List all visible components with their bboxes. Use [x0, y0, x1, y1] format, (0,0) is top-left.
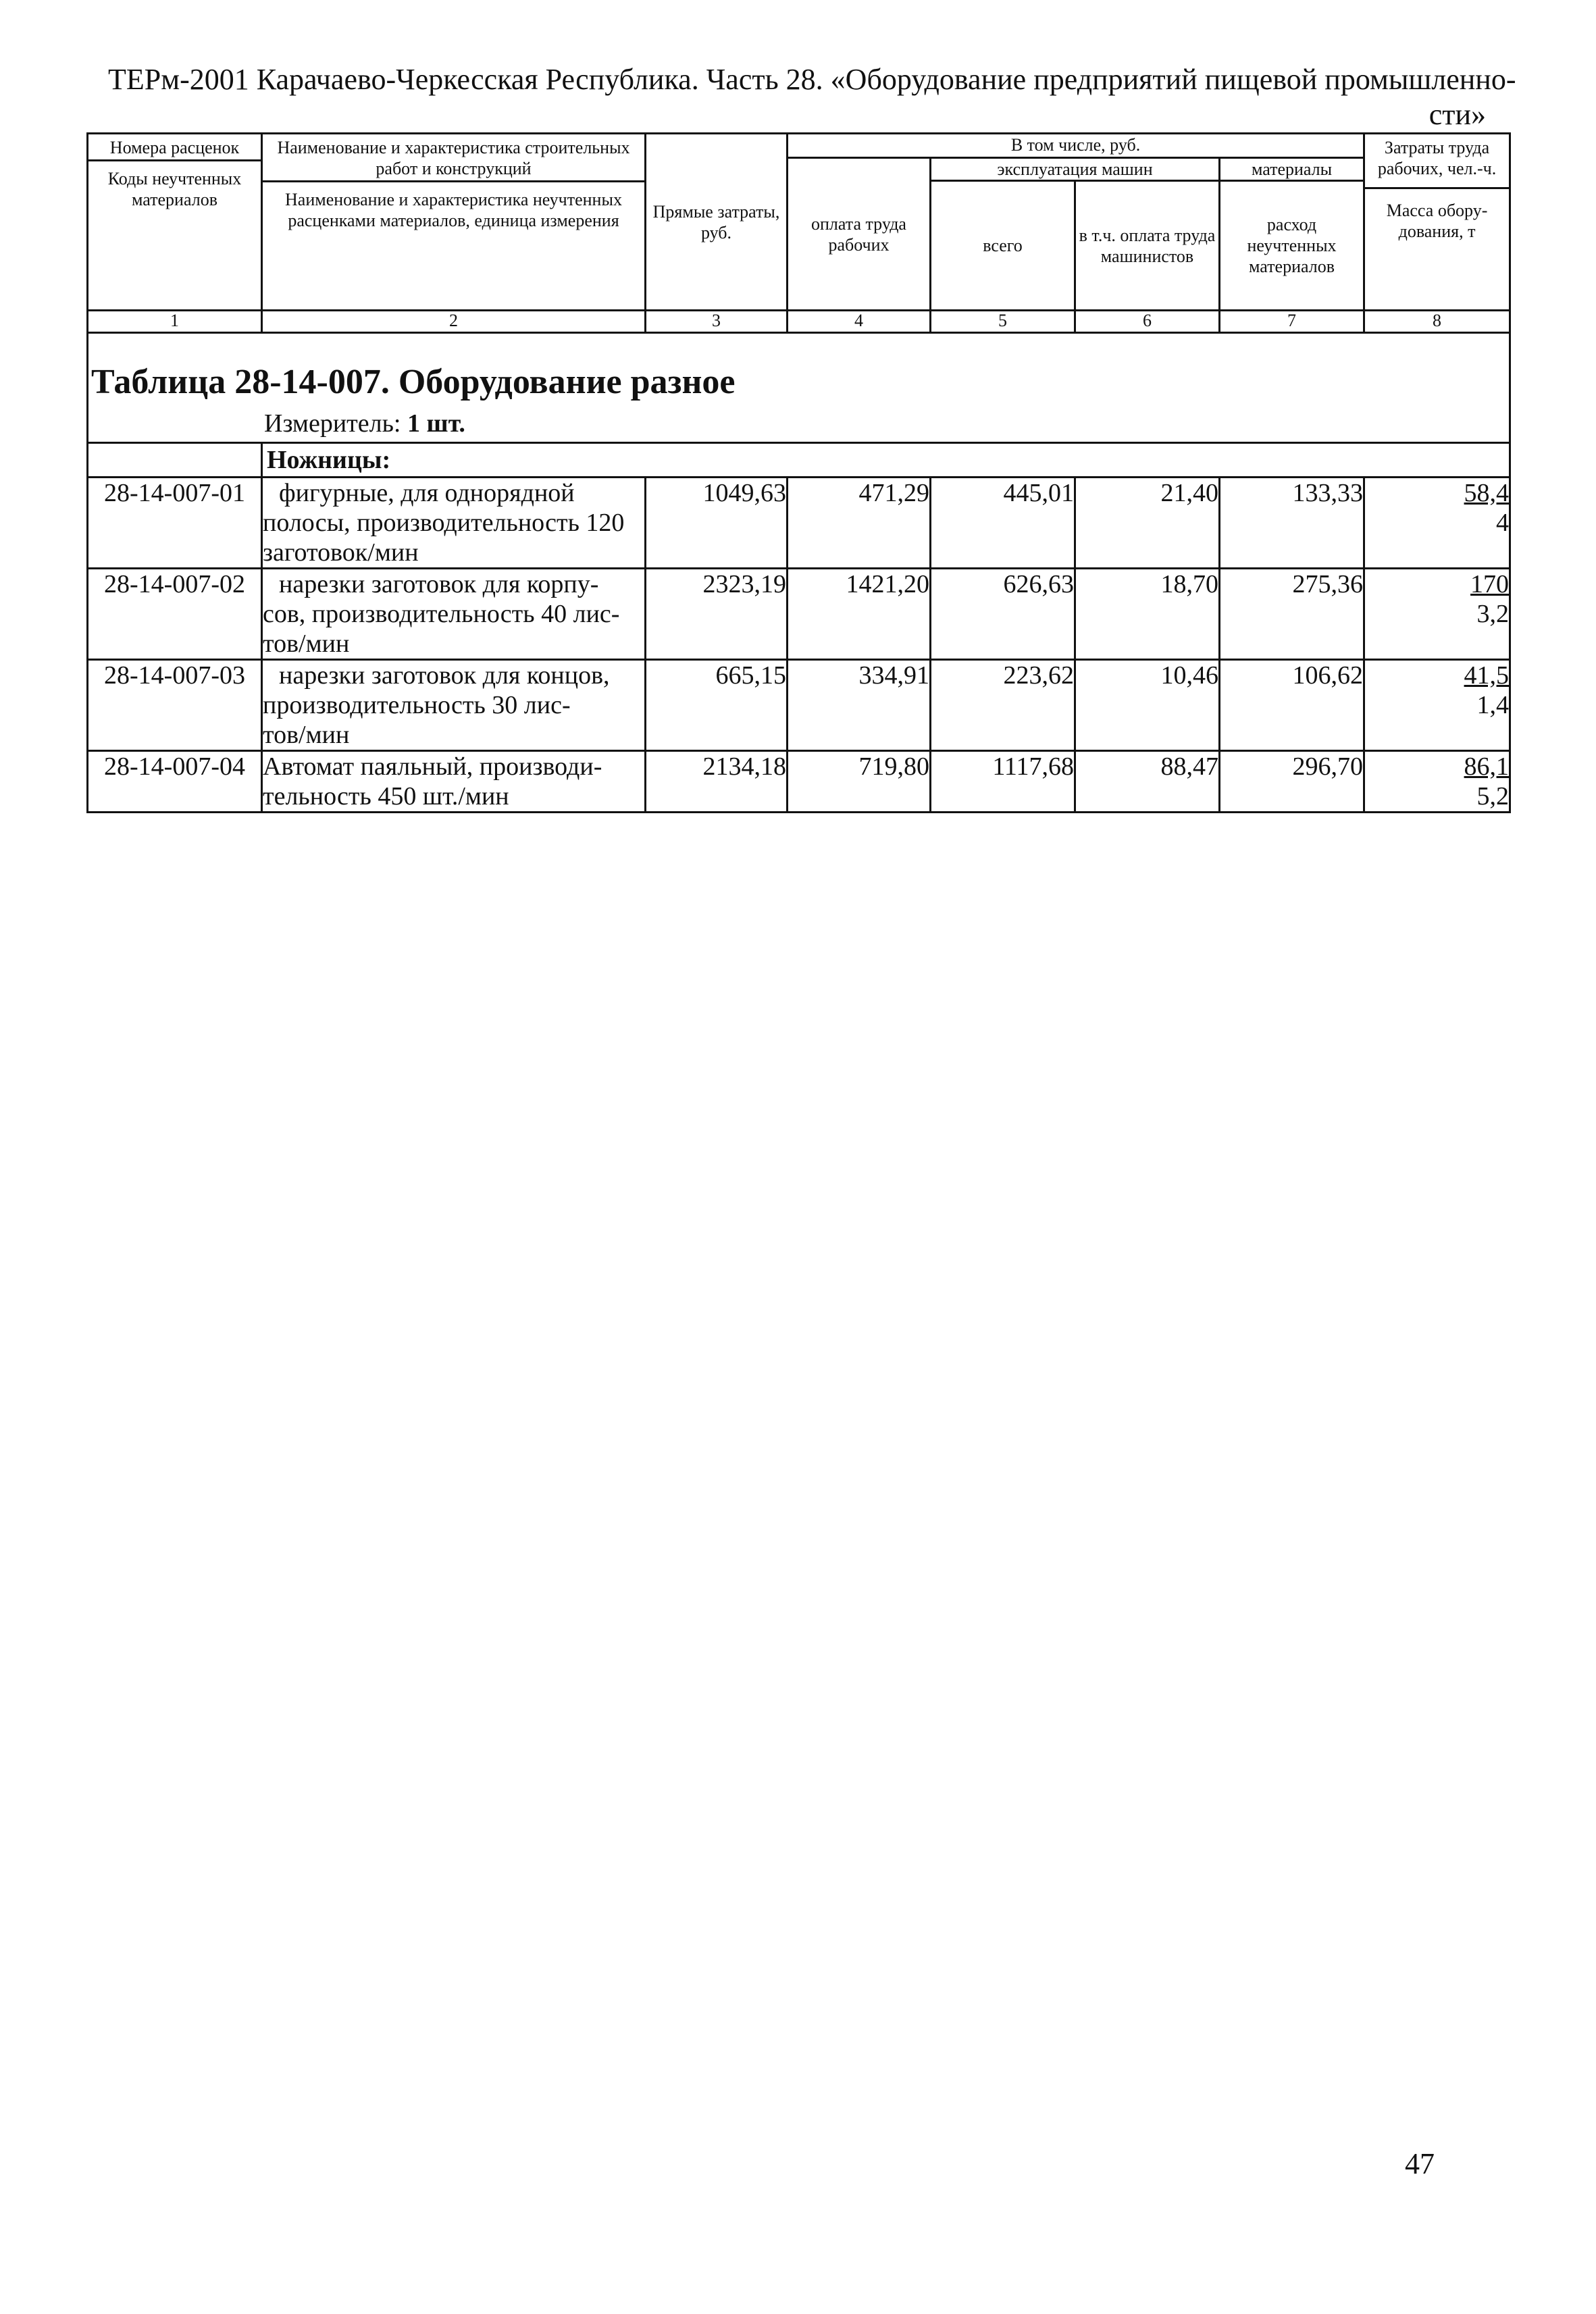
labor-pay: 334,91 [788, 660, 931, 751]
table-row [88, 478, 1510, 569]
col-materials-name-label: Наименование и характеристика неучтенных расценками материалов, единица измерения [285, 190, 622, 230]
col-material-codes-label: Коды неучтенных материалов [107, 169, 242, 209]
materials-cost: 275,36 [1220, 569, 1364, 660]
column-number: 4 [788, 311, 931, 333]
equipment-mass: 3,2 [1476, 600, 1510, 628]
rate-name-line: тов/мин [263, 721, 350, 749]
rate-name-line: сов, производительность 40 лис- [263, 600, 620, 628]
column-number: 3 [646, 311, 788, 333]
machinists-pay: 88,47 [1075, 751, 1220, 813]
materials-cost: 133,33 [1220, 478, 1364, 569]
column-number: 8 [1364, 311, 1510, 333]
labor-hours: 170 [1470, 570, 1510, 598]
rates-table [86, 132, 1511, 813]
table-row [88, 569, 1510, 660]
labor-and-mass [1364, 751, 1510, 813]
column-number: 1 [88, 311, 262, 333]
column-number: 2 [262, 311, 646, 333]
column-number: 6 [1075, 311, 1220, 333]
document-header-continuation: сти» [1428, 98, 1486, 131]
rate-code: 28-14-007-04 [88, 751, 262, 813]
table-row [88, 660, 1510, 751]
rate-name-line: фигурные, для однорядной [279, 479, 575, 507]
machines-total: 626,63 [931, 569, 1075, 660]
direct-costs: 2134,18 [646, 751, 788, 813]
rate-name [262, 751, 646, 813]
rate-name-line: нарезки заготовок для концов, [279, 661, 610, 690]
equipment-mass: 4 [1496, 509, 1510, 537]
labor-hours: 86,1 [1464, 752, 1510, 781]
materials-cost: 106,62 [1220, 660, 1364, 751]
machines-total: 223,62 [931, 660, 1075, 751]
rate-name [262, 478, 646, 569]
document-header: ТЕРм-2001 Карачаево-Черкесская Республика. Часть 28. «Оборудование предприятий пищевой промышленно- [108, 63, 1516, 96]
rate-name-line: Автомат паяльный, производи- [263, 752, 602, 781]
col-rate-numbers-label: Номера расценок [88, 134, 261, 161]
labor-hours: 41,5 [1464, 661, 1510, 690]
direct-costs: 665,15 [646, 660, 788, 751]
labor-and-mass [1364, 660, 1510, 751]
machinists-pay: 18,70 [1075, 569, 1220, 660]
table-title-cell [88, 333, 1510, 403]
machines-total: 445,01 [931, 478, 1075, 569]
meter-label: Измеритель: [264, 409, 401, 438]
rate-name-line: тельность 450 шт./мин [263, 782, 509, 811]
equipment-mass: 1,4 [1476, 691, 1510, 719]
group-machines-header: эксплуатация машин [931, 158, 1220, 181]
labor-hours: 58,4 [1464, 479, 1510, 507]
direct-costs: 1049,63 [646, 478, 788, 569]
rate-name-line: тов/мин [263, 629, 350, 658]
machinists-pay: 10,46 [1075, 660, 1220, 751]
labor-pay: 1421,20 [788, 569, 931, 660]
meter-value: 1 шт. [407, 409, 465, 438]
col-labor-hours-label: Затраты труда рабочих, чел.-ч. [1365, 134, 1509, 189]
labor-pay: 719,80 [788, 751, 931, 813]
group-row [88, 443, 1510, 478]
group-materials-header: материалы [1220, 158, 1364, 181]
meter-line [88, 403, 1509, 442]
group-label: Ножницы: [262, 443, 1510, 478]
col-rate-code-header [88, 134, 262, 311]
rate-name-line: заготовок/мин [263, 538, 419, 567]
page-number: 47 [1405, 2147, 1435, 2180]
col-labor-pay-header: оплата труда рабочих [788, 158, 931, 311]
col-direct-costs-header: Прямые затраты, руб. [646, 134, 788, 311]
rate-code: 28-14-007-02 [88, 569, 262, 660]
empty-cell [88, 443, 262, 478]
col-labor-header [1364, 134, 1510, 311]
rate-code: 28-14-007-03 [88, 660, 262, 751]
col-equipment-mass-label: Масса обору-дования, т [1386, 201, 1488, 241]
labor-and-mass [1364, 569, 1510, 660]
column-numbers-row [88, 311, 1510, 333]
column-number: 5 [931, 311, 1075, 333]
machines-total: 1117,68 [931, 751, 1075, 813]
rate-name [262, 660, 646, 751]
col-name-header [262, 134, 646, 311]
col-materials-use-header: расход неучтенных материалов [1220, 181, 1364, 311]
rate-name-line: полосы, производительность 120 [263, 509, 625, 537]
col-works-name-label: Наименование и характеристика строительных работ и конструкций [263, 134, 644, 182]
col-machines-total-header: всего [931, 181, 1075, 311]
group-including-header: В том числе, руб. [788, 134, 1364, 158]
labor-and-mass [1364, 478, 1510, 569]
table-title: Таблица 28-14-007. Оборудование разное [91, 363, 736, 401]
rate-name [262, 569, 646, 660]
labor-pay: 471,29 [788, 478, 931, 569]
table-row [88, 751, 1510, 813]
rate-name-line: нарезки заготовок для корпу- [279, 570, 599, 598]
col-machinists-pay-header: в т.ч. оплата труда машинистов [1075, 181, 1220, 311]
equipment-mass: 5,2 [1476, 782, 1510, 811]
rate-name-line: производительность 30 лис- [263, 691, 571, 719]
meter-cell [88, 403, 1510, 443]
machinists-pay: 21,40 [1075, 478, 1220, 569]
materials-cost: 296,70 [1220, 751, 1364, 813]
rate-code: 28-14-007-01 [88, 478, 262, 569]
column-number: 7 [1220, 311, 1364, 333]
direct-costs: 2323,19 [646, 569, 788, 660]
